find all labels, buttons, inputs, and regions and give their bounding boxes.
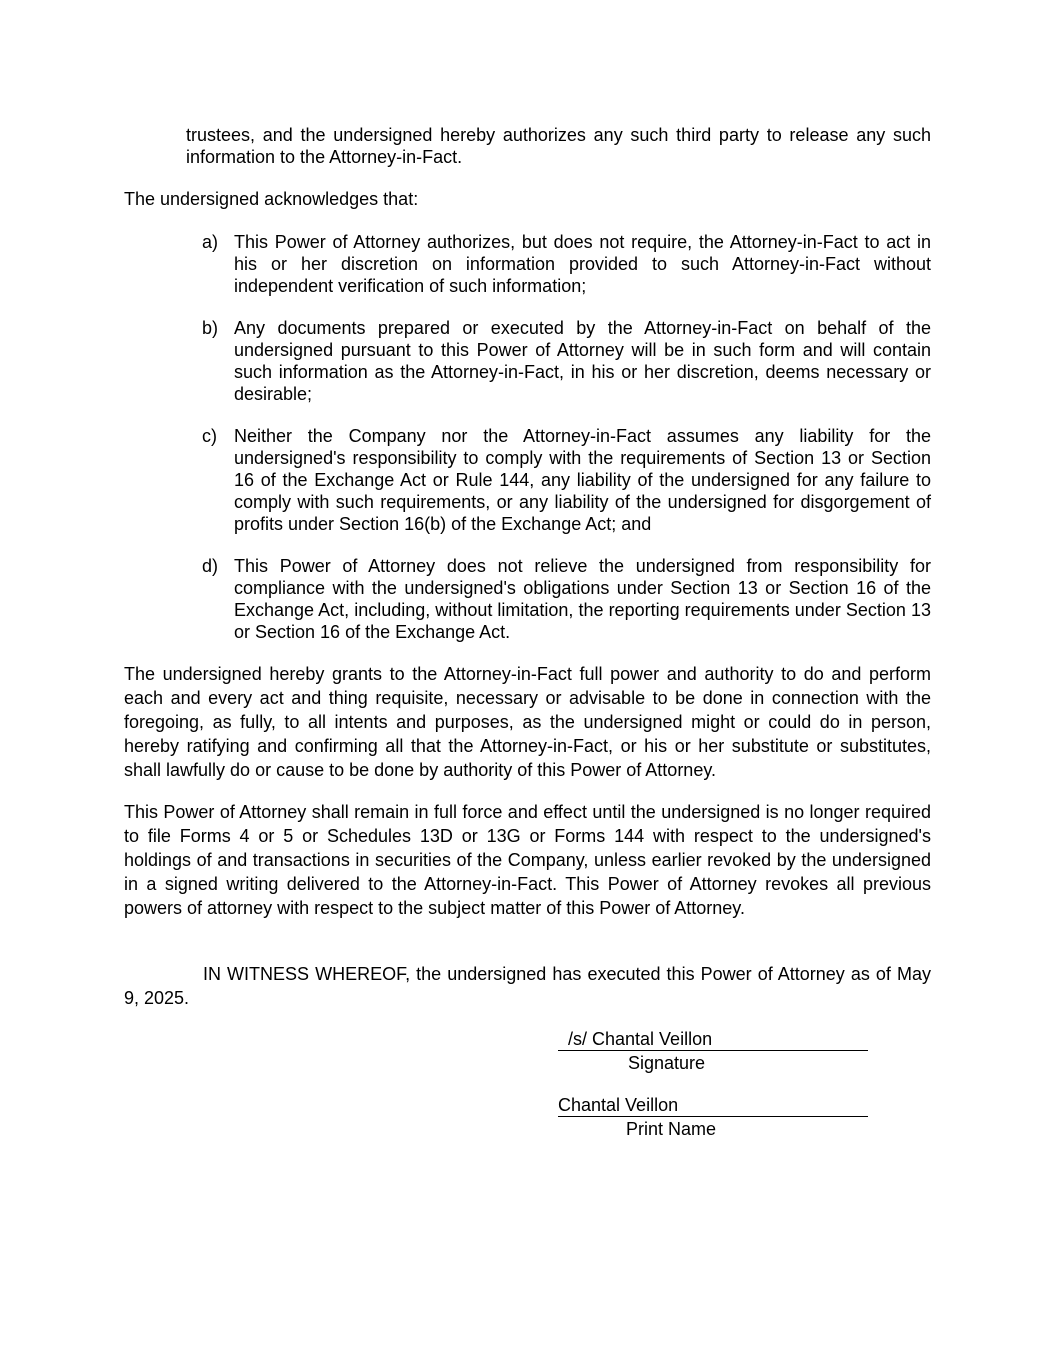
signature-value: /s/ Chantal Veillon xyxy=(568,1029,713,1049)
signature-line xyxy=(558,1028,868,1051)
list-item-text: This Power of Attorney does not relieve the undersigned from responsibility for compliance with the undersigned's obligations under Section 13 or Section 16 of the Exchange Act, including, without limitation, the reporting requirements under Section 13 or Section 16 of the Exchange Act. xyxy=(234,556,931,642)
list-item-label: d) xyxy=(202,556,219,576)
list-item-text: This Power of Attorney authorizes, but does not require, the Attorney-in-Fact to act in his or her discretion on information provided to such Attorney-in-Fact without independent verification of such information; xyxy=(234,232,931,296)
print-name-caption: Print Name xyxy=(626,1119,717,1139)
print-name-value: Chantal Veillon xyxy=(558,1095,679,1115)
term-paragraph: This Power of Attorney shall remain in full force and effect until the undersigned is no longer required to file Forms 4 or 5 or Schedules 13D or 13G or Forms 144 with respect to the undersigned's holdings of and transactions in securities of the Company, unless earlier revoked by the undersigned in a signed writing delivered to the Attorney-in-Fact. This Power of Attorney revokes all previous powers of attorney with respect to the subject matter of this Power of Attorney. xyxy=(124,802,931,918)
list-item-text: Neither the Company nor the Attorney-in-Fact assumes any liability for the undersigned's responsibility to comply with the requirements of Section 13 or Section 16 of the Exchange Act or Rule 144, any liability of the undersigned for any failure to comply with such requirements, or any liability of the undersigned for disgorgement of profits under Section 16(b) of the Exchange Act; and xyxy=(234,426,931,534)
list-item-text: Any documents prepared or executed by the Attorney-in-Fact on behalf of the undersigned pursuant to this Power of Attorney will be in such form and will contain such information as the Attorney-in-Fact, in his or her discretion, deems necessary or desirable; xyxy=(234,318,931,404)
list-item xyxy=(202,231,931,297)
list-item-label: b) xyxy=(202,318,219,338)
witness-paragraph xyxy=(124,962,931,1010)
list-item xyxy=(202,555,931,643)
grant-paragraph: The undersigned hereby grants to the Attorney-in-Fact full power and authority to do and perform each and every act and thing requisite, necessary or advisable to be done in connection with the foregoing, as fully, to all intents and purposes, as the undersigned might or could do in person, hereby ratifying and confirming all that the Attorney-in-Fact, or his or her substitute or substitutes, shall lawfully do or cause to be done by authority of this Power of Attorney. xyxy=(124,664,931,780)
signature-caption: Signature xyxy=(628,1053,706,1073)
print-name-line xyxy=(558,1094,868,1117)
list-item-label: c) xyxy=(202,426,217,446)
list-item xyxy=(202,317,931,405)
witness-text: IN WITNESS WHEREOF, the undersigned has executed this Power of Attorney as of May 9, 2025. xyxy=(124,964,931,1008)
continuation-paragraph: trustees, and the undersigned hereby authorizes any such third party to release any such information to the Attorney-in-Fact. xyxy=(186,125,931,167)
list-item-label: a) xyxy=(202,232,219,252)
acknowledgement-intro: The undersigned acknowledges that: xyxy=(124,189,419,209)
list-item xyxy=(202,425,931,535)
